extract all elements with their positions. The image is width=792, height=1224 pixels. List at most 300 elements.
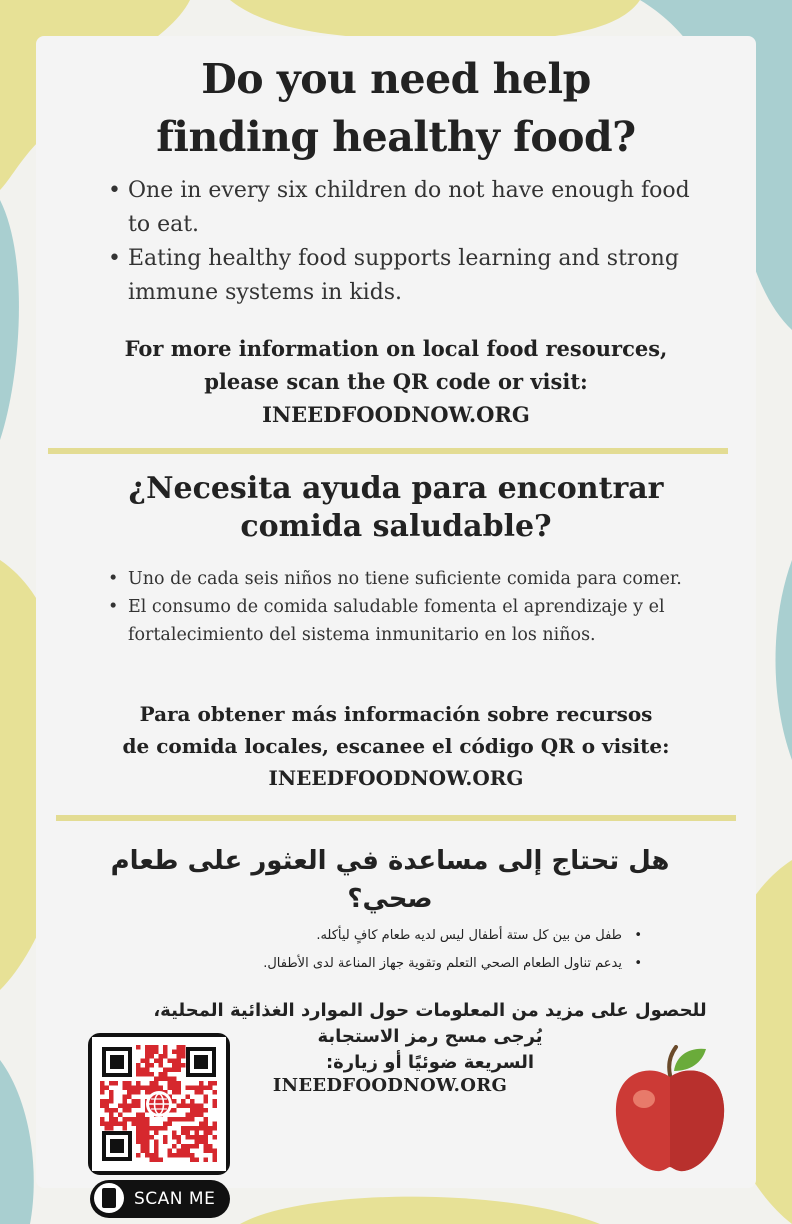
qr-module: [190, 1086, 195, 1091]
qr-module: [168, 1077, 173, 1082]
qr-module: [190, 1153, 195, 1158]
section-divider: [56, 815, 736, 821]
qr-module: [199, 1081, 204, 1086]
qr-module: [199, 1108, 204, 1113]
qr-module: [109, 1113, 114, 1118]
qr-module: [213, 1153, 218, 1158]
qr-module: [136, 1113, 141, 1118]
qr-module: [204, 1149, 209, 1154]
qr-module: [177, 1117, 182, 1122]
qr-module: [150, 1153, 155, 1158]
bullet-text: Uno de cada seis niños no tiene suficiente comida para comer.: [128, 569, 682, 589]
qr-module: [168, 1149, 173, 1154]
qr-module: [100, 1086, 105, 1091]
bullet-dot: •: [108, 178, 121, 203]
qr-module: [118, 1113, 123, 1118]
qr-module: [172, 1099, 177, 1104]
qr-module: [186, 1153, 191, 1158]
qr-module: [172, 1153, 177, 1158]
arabic-info-line3: السريعة ضوئيًا أو زيارة:: [325, 1052, 535, 1073]
qr-module: [199, 1135, 204, 1140]
qr-module: [141, 1122, 146, 1127]
qr-module: [150, 1050, 155, 1055]
qr-module: [195, 1108, 200, 1113]
qr-module: [190, 1104, 195, 1109]
qr-module: [199, 1126, 204, 1131]
qr-module: [141, 1135, 146, 1140]
qr-module: [145, 1045, 150, 1050]
qr-module: [109, 1126, 114, 1131]
qr-module: [177, 1149, 182, 1154]
qr-module: [154, 1086, 159, 1091]
arabic-info-line1: للحصول على مزيد من المعلومات حول الموارد الغذائية المحلية،: [153, 1000, 707, 1021]
qr-module: [136, 1117, 141, 1122]
qr-module: [204, 1095, 209, 1100]
qr-module: [109, 1122, 114, 1127]
qr-module: [181, 1149, 186, 1154]
qr-module: [172, 1090, 177, 1095]
qr-module: [127, 1090, 132, 1095]
qr-module: [136, 1140, 141, 1145]
qr-module: [100, 1090, 105, 1095]
qr-module: [177, 1063, 182, 1068]
qr-module: [123, 1108, 128, 1113]
qr-module: [123, 1099, 128, 1104]
qr-module: [190, 1108, 195, 1113]
bullet-text: El consumo de comida saludable fomenta el aprendizaje y el fortalecimiento del sistema inmunitario en los niños.: [128, 597, 665, 645]
spanish-title: [40, 470, 752, 546]
qr-module: [150, 1045, 155, 1050]
qr-module: [118, 1122, 123, 1127]
qr-module: [159, 1054, 164, 1059]
qr-module: [204, 1122, 209, 1127]
bullet-dot: •: [634, 928, 642, 943]
qr-module: [132, 1117, 137, 1122]
qr-module: [163, 1054, 168, 1059]
qr-module: [168, 1059, 173, 1064]
qr-module: [127, 1117, 132, 1122]
qr-module: [177, 1059, 182, 1064]
qr-module: [150, 1158, 155, 1163]
qr-module: [172, 1131, 177, 1136]
qr-module: [204, 1131, 209, 1136]
english-info: [60, 332, 732, 431]
qr-module: [208, 1086, 213, 1091]
qr-module: [177, 1153, 182, 1158]
qr-module: [172, 1068, 177, 1073]
english-bullet-list: [108, 174, 708, 310]
qr-module: [163, 1122, 168, 1127]
qr-module: [181, 1144, 186, 1149]
qr-module: [204, 1108, 209, 1113]
qr-module: [100, 1117, 105, 1122]
qr-module: [190, 1113, 195, 1118]
qr-module: [141, 1072, 146, 1077]
qr-module: [163, 1072, 168, 1077]
qr-module: [136, 1090, 141, 1095]
qr-module: [105, 1099, 110, 1104]
qr-module: [181, 1117, 186, 1122]
qr-module: [163, 1077, 168, 1082]
qr-module: [186, 1095, 191, 1100]
bullet-text: Eating healthy food supports learning and strong immune systems in kids.: [128, 246, 679, 305]
qr-module: [141, 1144, 146, 1149]
qr-module: [136, 1135, 141, 1140]
qr-module: [195, 1090, 200, 1095]
qr-code-graphic: [92, 1037, 226, 1171]
qr-module: [150, 1135, 155, 1140]
qr-module: [204, 1126, 209, 1131]
qr-module: [213, 1149, 218, 1154]
qr-module: [177, 1140, 182, 1145]
bullet-dot: •: [108, 597, 119, 617]
qr-module: [181, 1131, 186, 1136]
qr-module: [105, 1108, 110, 1113]
qr-module: [195, 1131, 200, 1136]
qr-module: [150, 1063, 155, 1068]
qr-module: [159, 1077, 164, 1082]
list-item: [122, 950, 642, 978]
qr-module: [154, 1158, 159, 1163]
qr-module: [132, 1104, 137, 1109]
spanish-url-link[interactable]: INEEDFOODNOW.ORG: [268, 766, 524, 790]
qr-module: [163, 1135, 168, 1140]
qr-module: [213, 1126, 218, 1131]
qr-module: [150, 1126, 155, 1131]
arabic-title: هل تحتاج إلى مساعدة في العثور على طعام صحي؟: [110, 846, 670, 914]
qr-module: [141, 1117, 146, 1122]
spanish-info: [60, 698, 732, 794]
qr-module: [208, 1126, 213, 1131]
qr-module: [190, 1117, 195, 1122]
qr-module: [190, 1158, 195, 1163]
qr-module: [177, 1104, 182, 1109]
qr-module: [213, 1135, 218, 1140]
scan-me-label: SCAN ME: [134, 1189, 216, 1209]
qr-module: [199, 1104, 204, 1109]
qr-module: [132, 1086, 137, 1091]
qr-module: [190, 1126, 195, 1131]
qr-module: [114, 1081, 119, 1086]
qr-module: [105, 1104, 110, 1109]
qr-module: [123, 1095, 128, 1100]
qr-module: [199, 1122, 204, 1127]
qr-module: [154, 1045, 159, 1050]
qr-module: [145, 1072, 150, 1077]
qr-module: [168, 1153, 173, 1158]
qr-module: [177, 1054, 182, 1059]
qr-module: [172, 1077, 177, 1082]
qr-module: [199, 1090, 204, 1095]
qr-module: [141, 1113, 146, 1118]
spanish-info-line2: de comida locales, escanee el código QR o visite:: [122, 734, 670, 758]
qr-module: [154, 1149, 159, 1154]
qr-module: [199, 1086, 204, 1091]
qr-module: [186, 1117, 191, 1122]
arabic-url-link[interactable]: INEEDFOODNOW.ORG: [272, 1075, 508, 1096]
qr-module: [208, 1131, 213, 1136]
qr-module: [181, 1099, 186, 1104]
qr-module: [136, 1153, 141, 1158]
qr-module: [141, 1068, 146, 1073]
qr-module: [145, 1131, 150, 1136]
qr-module: [150, 1081, 155, 1086]
qr-module: [204, 1086, 209, 1091]
qr-module: [145, 1054, 150, 1059]
qr-module: [145, 1050, 150, 1055]
qr-module: [123, 1081, 128, 1086]
qr-module: [190, 1099, 195, 1104]
qr-module: [204, 1135, 209, 1140]
qr-module: [154, 1059, 159, 1064]
qr-module: [177, 1135, 182, 1140]
qr-module: [136, 1045, 141, 1050]
qr-module: [204, 1117, 209, 1122]
qr-module: [141, 1086, 146, 1091]
qr-module: [190, 1135, 195, 1140]
qr-module: [141, 1126, 146, 1131]
qr-module: [109, 1095, 114, 1100]
qr-module: [123, 1104, 128, 1109]
english-title-line1: Do you need help: [201, 55, 591, 103]
scan-me-badge[interactable]: [90, 1180, 230, 1218]
list-item: [108, 174, 708, 242]
qr-module: [154, 1140, 159, 1145]
qr-module: [105, 1126, 110, 1131]
qr-module: [150, 1072, 155, 1077]
qr-module: [123, 1117, 128, 1122]
qr-module: [181, 1050, 186, 1055]
qr-module: [132, 1099, 137, 1104]
qr-module: [172, 1063, 177, 1068]
qr-module: [136, 1068, 141, 1073]
spanish-info-line1: Para obtener más información sobre recursos: [139, 702, 653, 726]
qr-module: [145, 1068, 150, 1073]
qr-module: [114, 1108, 119, 1113]
qr-module: [190, 1144, 195, 1149]
qr-module: [145, 1144, 150, 1149]
qr-module: [186, 1113, 191, 1118]
qr-module: [109, 1117, 114, 1122]
english-info-line1: For more information on local food resources,: [124, 336, 668, 361]
qr-module: [195, 1086, 200, 1091]
qr-module: [186, 1131, 191, 1136]
qr-module: [204, 1140, 209, 1145]
qr-module: [159, 1086, 164, 1091]
qr-module: [181, 1126, 186, 1131]
phone-icon: [100, 1186, 118, 1210]
qr-module: [199, 1113, 204, 1118]
qr-module: [172, 1086, 177, 1091]
qr-module: [132, 1090, 137, 1095]
qr-module: [163, 1140, 168, 1145]
qr-module: [114, 1122, 119, 1127]
qr-module: [118, 1104, 123, 1109]
qr-module: [195, 1135, 200, 1140]
qr-module: [154, 1144, 159, 1149]
qr-module: [163, 1126, 168, 1131]
qr-module: [136, 1099, 141, 1104]
qr-module: [213, 1090, 218, 1095]
bullet-text: One in every six children do not have enough food to eat.: [128, 178, 690, 237]
qr-module: [141, 1131, 146, 1136]
qr-module: [172, 1081, 177, 1086]
qr-module: [168, 1068, 173, 1073]
spanish-bullet-list: [108, 565, 708, 649]
qr-module: [141, 1149, 146, 1154]
list-item: [108, 242, 708, 310]
bullet-text: يدعم تناول الطعام الصحي التعلم وتقوية جهاز المناعة لدى الأطفال.: [263, 956, 622, 971]
english-title: [36, 50, 756, 166]
qr-code[interactable]: [88, 1033, 230, 1175]
qr-module: [132, 1122, 137, 1127]
bullet-dot: •: [108, 246, 121, 271]
qr-module: [159, 1126, 164, 1131]
bullet-text: طفل من بين كل ستة أطفال ليس لديه طعام كافٍ ليأكله.: [316, 928, 622, 943]
qr-module: [127, 1108, 132, 1113]
qr-module: [172, 1050, 177, 1055]
qr-module: [145, 1063, 150, 1068]
qr-module: [163, 1050, 168, 1055]
qr-module: [154, 1131, 159, 1136]
qr-module: [181, 1054, 186, 1059]
bullet-dot: •: [634, 956, 642, 971]
qr-module: [163, 1045, 168, 1050]
qr-module: [154, 1081, 159, 1086]
arabic-bullet-list: [122, 922, 642, 978]
english-url-link[interactable]: INEEDFOODNOW.ORG: [262, 402, 530, 427]
qr-module: [145, 1149, 150, 1154]
qr-module: [100, 1104, 105, 1109]
qr-module: [186, 1144, 191, 1149]
qr-module: [213, 1122, 218, 1127]
qr-module: [109, 1081, 114, 1086]
qr-module: [105, 1122, 110, 1127]
qr-module: [127, 1095, 132, 1100]
qr-module: [195, 1144, 200, 1149]
qr-module: [136, 1081, 141, 1086]
qr-module: [172, 1135, 177, 1140]
qr-module: [154, 1077, 159, 1082]
qr-module: [177, 1068, 182, 1073]
qr-module: [195, 1126, 200, 1131]
qr-module: [109, 1090, 114, 1095]
qr-module: [154, 1153, 159, 1158]
qr-module: [145, 1140, 150, 1145]
qr-module: [213, 1104, 218, 1109]
qr-module: [195, 1113, 200, 1118]
qr-module: [186, 1135, 191, 1140]
qr-module: [136, 1063, 141, 1068]
english-title-line2: finding healthy food?: [156, 113, 636, 161]
qr-module: [208, 1149, 213, 1154]
qr-module: [177, 1081, 182, 1086]
qr-module: [105, 1086, 110, 1091]
qr-module: [186, 1126, 191, 1131]
qr-module: [100, 1081, 105, 1086]
qr-module: [150, 1086, 155, 1091]
qr-module: [145, 1126, 150, 1131]
list-item: [108, 593, 708, 649]
qr-module: [127, 1104, 132, 1109]
list-item: [108, 565, 708, 593]
qr-module: [136, 1131, 141, 1136]
qr-module: [154, 1126, 159, 1131]
qr-module: [145, 1153, 150, 1158]
qr-module: [168, 1086, 173, 1091]
arabic-info-line2: يُرجى مسح رمز الاستجابة: [317, 1026, 543, 1047]
qr-module: [213, 1081, 218, 1086]
qr-module: [177, 1090, 182, 1095]
qr-module: [100, 1122, 105, 1127]
apple-icon: [610, 1045, 730, 1175]
qr-module: [204, 1099, 209, 1104]
qr-module: [172, 1144, 177, 1149]
qr-module: [141, 1059, 146, 1064]
qr-module: [195, 1158, 200, 1163]
qr-module: [109, 1108, 114, 1113]
qr-module: [127, 1081, 132, 1086]
qr-finder-top-left: [102, 1047, 132, 1077]
qr-module: [109, 1099, 114, 1104]
qr-module: [100, 1099, 105, 1104]
qr-module: [208, 1081, 213, 1086]
qr-module: [181, 1153, 186, 1158]
qr-module: [145, 1059, 150, 1064]
qr-module: [145, 1135, 150, 1140]
qr-module: [177, 1086, 182, 1091]
qr-module: [204, 1158, 209, 1163]
section-divider: [48, 448, 728, 454]
qr-module: [199, 1140, 204, 1145]
qr-module: [145, 1122, 150, 1127]
bullet-dot: •: [108, 569, 119, 589]
qr-module: [181, 1104, 186, 1109]
qr-module: [172, 1059, 177, 1064]
qr-module: [136, 1086, 141, 1091]
qr-module: [136, 1072, 141, 1077]
qr-finder-top-right: [186, 1047, 216, 1077]
qr-module: [181, 1063, 186, 1068]
qr-module: [186, 1149, 191, 1154]
spanish-title-line1: ¿Necesita ayuda para encontrar: [128, 471, 664, 506]
english-info-line2: please scan the QR code or visit:: [204, 369, 588, 394]
qr-module: [136, 1122, 141, 1127]
qr-finder-bottom-left: [102, 1131, 132, 1161]
qr-module: [172, 1117, 177, 1122]
qr-module: [213, 1099, 218, 1104]
qr-module: [177, 1045, 182, 1050]
qr-module: [136, 1104, 141, 1109]
qr-module: [150, 1054, 155, 1059]
qr-module: [168, 1117, 173, 1122]
qr-module: [172, 1108, 177, 1113]
qr-module: [177, 1050, 182, 1055]
qr-module: [168, 1081, 173, 1086]
qr-module: [145, 1117, 150, 1122]
qr-module: [195, 1104, 200, 1109]
qr-module: [145, 1090, 150, 1095]
qr-module: [154, 1050, 159, 1055]
qr-module: [195, 1140, 200, 1145]
list-item: [122, 922, 642, 950]
qr-module: [159, 1059, 164, 1064]
qr-module: [127, 1086, 132, 1091]
spanish-title-line2: comida saludable?: [240, 509, 552, 544]
globe-icon: [146, 1091, 172, 1117]
qr-module: [163, 1068, 168, 1073]
qr-module: [114, 1117, 119, 1122]
